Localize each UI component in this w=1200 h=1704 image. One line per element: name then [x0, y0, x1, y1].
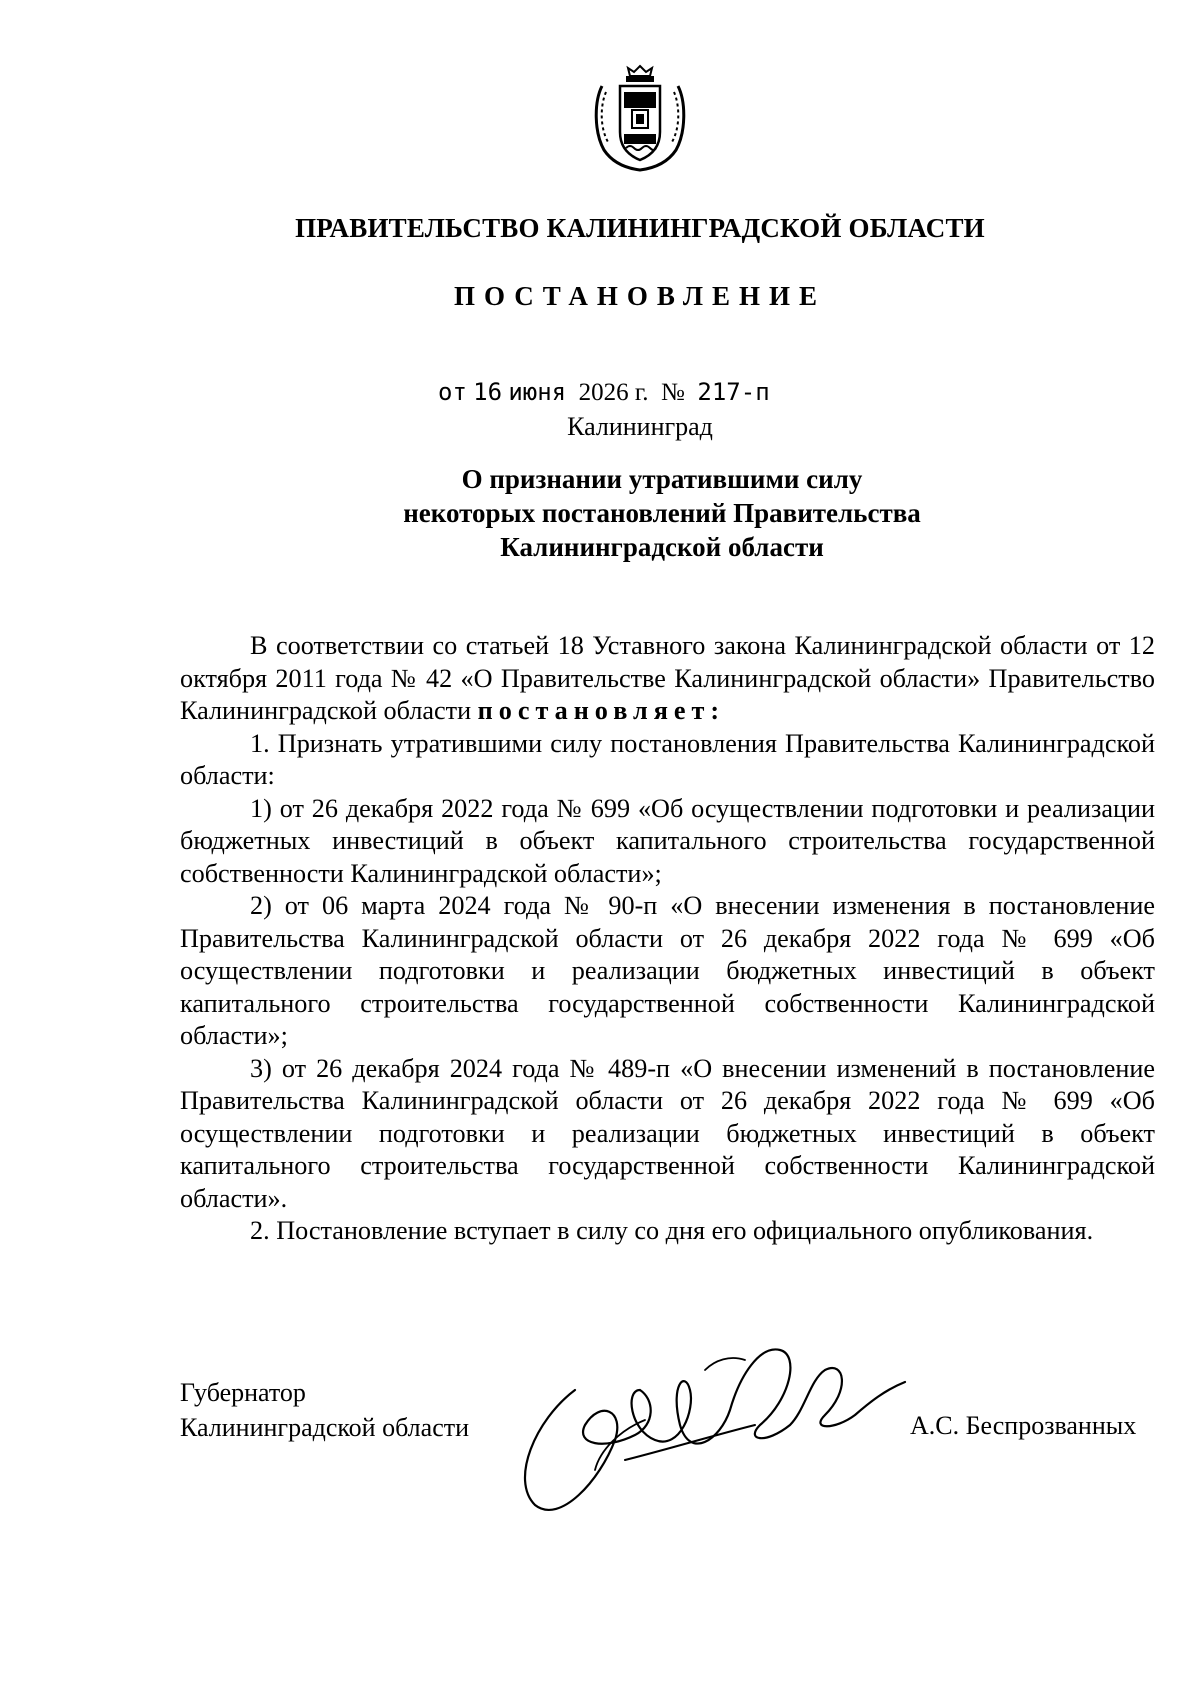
- date-month: июня: [508, 378, 567, 406]
- signatory-position: [180, 1375, 469, 1445]
- item-1-subitem-3: 3) от 26 декабря 2024 года № 489-п «О внесении изменений в постановление Правительства Калининградской области от 26 декабря 2022 года № 699 «Об осуществлении подготовки и реализации бюджетных инвестиций в объект капитального строительства государственной собственности Калининградской области».: [180, 1053, 1155, 1213]
- document-number: 217-п: [697, 378, 770, 406]
- item-2: 2. Постановление вступает в силу со дня его официального опубликования.: [250, 1216, 1094, 1245]
- kaliningrad-coat-of-arms-icon: [590, 62, 690, 174]
- organization-title: ПРАВИТЕЛЬСТВО КАЛИНИНГРАДСКОЙ ОБЛАСТИ: [295, 213, 985, 243]
- preamble-text: В соответствии со статьей 18 Уставного закона Калининградской области от 12 октября 2011 года № 42 «О Правительстве Калининградской области» Правительство Калининградской области: [180, 631, 1155, 725]
- document-type-heading: ПОСТАНОВЛЕНИЕ: [453, 281, 827, 311]
- item-1-subitem-2: 2) от 06 марта 2024 года № 90-п «О внесении изменения в постановление Правительства Калининградской области от 26 декабря 2022 года № 699 «Об осуществлении подготовки и реализации бюджетных инвестиций в объект капитального строительства государственной собственности Калининградской области»;: [180, 891, 1155, 1050]
- item-1-subitem-1: 1) от 26 декабря 2022 года № 699 «Об осуществлении подготовки и реализации бюджетных инвестиций в объект капитального строительства государственной собственности Калининградской области»;: [180, 793, 1155, 888]
- document-title-line: О признании утратившими силу: [461, 464, 863, 494]
- date-prefix: от: [438, 378, 467, 406]
- date-year: 2026 г.: [578, 379, 649, 406]
- document-body: [180, 630, 1155, 1248]
- document-date-number: [438, 378, 770, 407]
- decree-word: постановляет:: [477, 696, 726, 725]
- document-title: [0, 462, 1200, 564]
- number-sign: №: [661, 379, 685, 406]
- preamble-paragraph: [180, 630, 1155, 728]
- document-title-line: некоторых постановлений Правительства: [403, 498, 921, 528]
- item-1-intro: 1. Признать утратившими силу постановления Правительства Калининградской области:: [180, 728, 1155, 790]
- document-city: Калининград: [567, 412, 713, 441]
- handwritten-signature: [505, 1330, 955, 1530]
- signatory-position-line: Губернатор: [180, 1378, 306, 1407]
- document-title-line: Калининградской области: [500, 532, 824, 562]
- signatory-name: А.С. Беспрозванных: [910, 1411, 1137, 1440]
- signatory-position-line: Калининградской области: [180, 1413, 470, 1442]
- date-day: 16: [473, 378, 503, 406]
